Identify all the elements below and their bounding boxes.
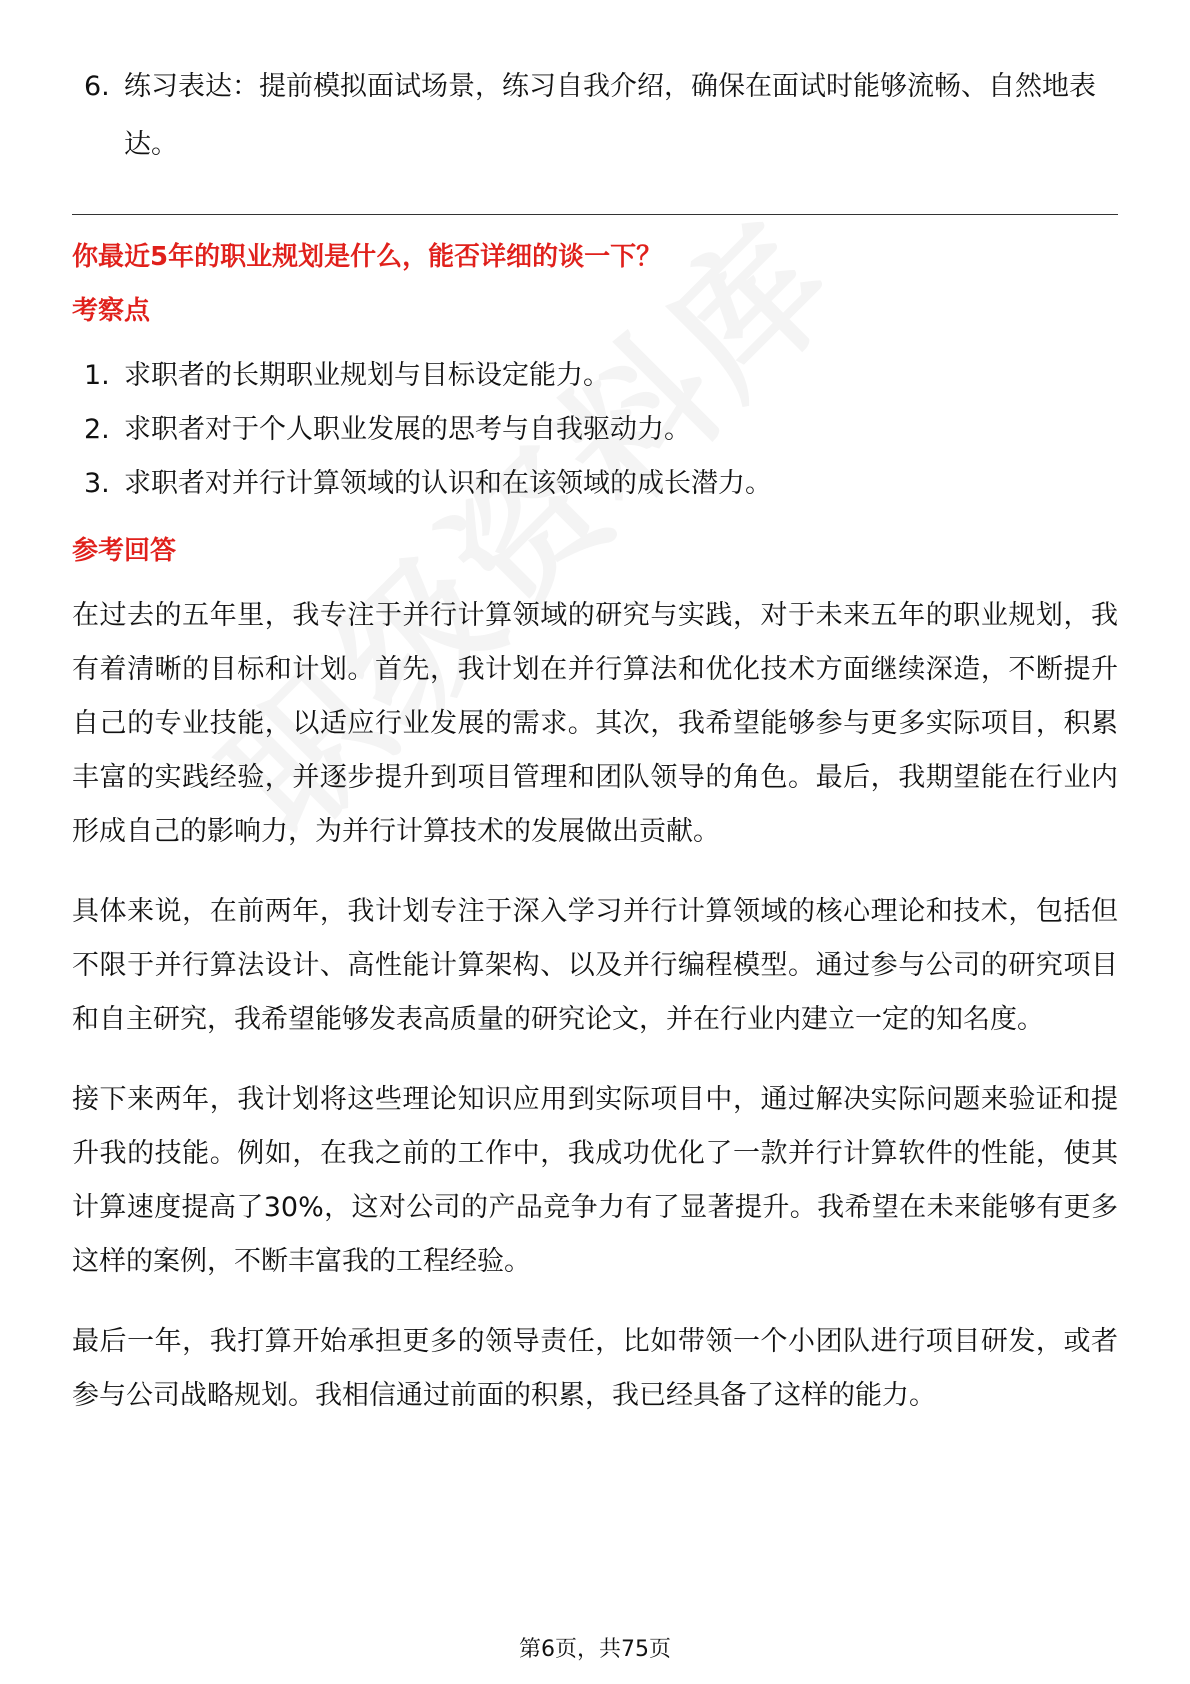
list-item-text: 求职者对并行计算领域的认识和在该领域的成长潜力。 <box>124 468 772 499</box>
list-item <box>72 457 1118 511</box>
answer-heading: 参考回答 <box>72 536 177 566</box>
answer-paragraph: 最后一年，我打算开始承担更多的领导责任，比如带领一个小团队进行项目研发，或者参与公司战略规划。我相信通过前面的积累，我已经具备了这样的能力。 <box>72 1326 1118 1411</box>
previous-answer-list <box>72 58 1118 174</box>
page-content <box>72 58 1118 1423</box>
list-item-text: 练习表达：提前模拟面试场景，练习自我介绍，确保在面试时能够流畅、自然地表达。 <box>124 71 1096 160</box>
page-number-footer: 第6页，共75页 <box>519 1637 671 1662</box>
list-item <box>72 403 1118 457</box>
list-item-number: 2. <box>84 414 110 445</box>
criteria-list <box>72 349 1118 511</box>
section-divider <box>72 214 1118 215</box>
answer-paragraph: 接下来两年，我计划将这些理论知识应用到实际项目中，通过解决实际问题来验证和提升我的技能。例如，在我之前的工作中，我成功优化了一款并行计算软件的性能，使其计算速度提高了30%，这对公司的产品竞争力有了显著提升。我希望在未来能够有更多这样的案例，不断丰富我的工程经验。 <box>72 1084 1118 1277</box>
list-item-number: 6. <box>84 71 110 102</box>
list-item-number: 3. <box>84 468 110 499</box>
list-item-number: 1. <box>84 360 110 391</box>
list-item <box>72 58 1118 174</box>
answer-paragraph: 在过去的五年里，我专注于并行计算领域的研究与实践，对于未来五年的职业规划，我有着清晰的目标和计划。首先，我计划在并行算法和优化技术方面继续深造，不断提升自己的专业技能，以适应行业发展的需求。其次，我希望能够参与更多实际项目，积累丰富的实践经验，并逐步提升到项目管理和团队领导的角色。最后，我期望能在行业内形成自己的影响力，为并行计算技术的发展做出贡献。 <box>72 600 1118 847</box>
answer-paragraph: 具体来说，在前两年，我计划专注于深入学习并行计算领域的核心理论和技术，包括但不限于并行算法设计、高性能计算架构、以及并行编程模型。通过参与公司的研究项目和自主研究，我希望能够发表高质量的研究论文，并在行业内建立一定的知名度。 <box>72 896 1118 1035</box>
list-item-text: 求职者对于个人职业发展的思考与自我驱动力。 <box>124 414 691 445</box>
criteria-heading: 考察点 <box>72 296 151 326</box>
list-item <box>72 349 1118 403</box>
list-item-text: 求职者的长期职业规划与目标设定能力。 <box>124 360 610 391</box>
question-heading: 你最近5年的职业规划是什么，能否详细的谈一下？ <box>72 242 663 272</box>
